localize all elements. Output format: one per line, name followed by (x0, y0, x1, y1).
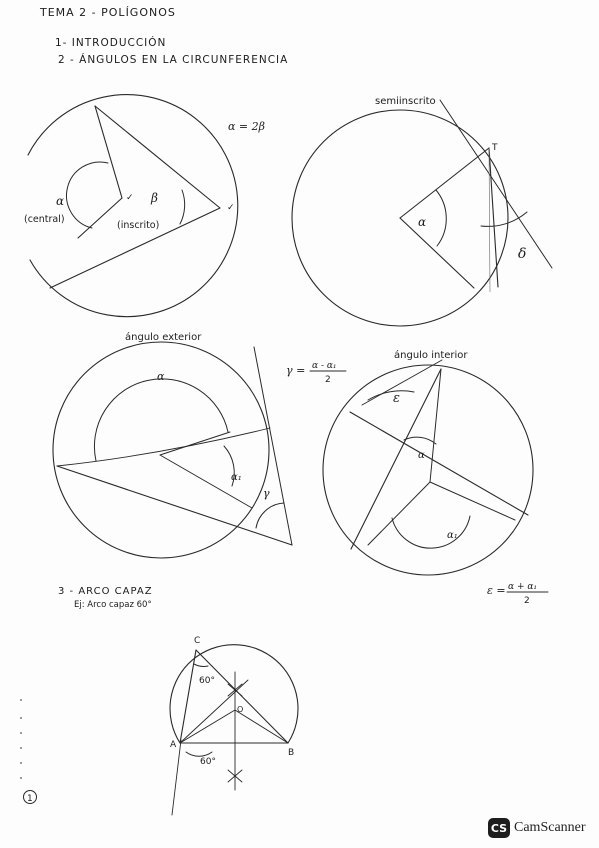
interior-chord-3 (362, 360, 442, 405)
tangent-line (440, 100, 552, 268)
angle-a-label: 60° (200, 757, 216, 767)
camscanner-name: CamScanner (514, 820, 586, 835)
exterior-formula-numerator: α - α₁ (312, 361, 337, 371)
interior-radius-left (368, 482, 430, 545)
angle-c-arc (194, 664, 208, 666)
semi-alpha-label: α (418, 215, 427, 229)
exterior-angle-figure (53, 331, 346, 558)
exterior-alpha1-label: α₁ (231, 472, 242, 483)
exterior-alpha-arc (94, 379, 228, 461)
exterior-title: ángulo exterior (125, 332, 202, 343)
camscanner-watermark (488, 816, 586, 840)
semi-title: semiinscrito (375, 96, 436, 107)
section-3-example: Ej: Arco capaz 60° (74, 600, 152, 610)
beta-label: β (151, 191, 158, 205)
epsilon-arc (368, 391, 414, 400)
central-label: (central) (24, 214, 65, 225)
vertical-construction (172, 740, 181, 815)
tick-mark: T (492, 143, 498, 153)
exterior-formula-lhs: γ = (286, 364, 306, 377)
semi-inscribed-figure (292, 96, 552, 326)
interior-formula-lhs: ε = (487, 584, 506, 597)
interior-alpha1-arc (392, 516, 470, 548)
page-number: 1 (27, 794, 33, 804)
interior-radius-right (430, 482, 515, 520)
interior-alpha1-label: α₁ (447, 530, 458, 541)
margin-dots (20, 699, 22, 779)
arc-capaz-figure (170, 636, 298, 815)
interior-angle-figure (323, 349, 548, 606)
central-angle-arc (67, 162, 108, 228)
interior-alpha-arc (404, 437, 436, 444)
semi-inscribed-arc (481, 212, 527, 226)
exterior-formula-denominator: 2 (325, 375, 331, 385)
check-mark: ✓ (227, 203, 235, 213)
radius-to-chord-end (400, 218, 474, 288)
relation-formula: α = 2β (228, 120, 265, 133)
inscribed-label: (inscrito) (117, 220, 160, 231)
alpha-label: α (56, 194, 65, 208)
angle-c-label: 60° (199, 676, 215, 686)
semi-central-arc (436, 190, 446, 246)
point-a-label: A (170, 740, 177, 750)
circle-4 (323, 365, 533, 575)
camscanner-logo: CS (488, 818, 510, 838)
check-mark-center: ✓ (126, 193, 134, 203)
radius-bottom (78, 198, 122, 238)
angle-a-arc (186, 752, 212, 756)
interior-alpha-label: α (418, 450, 425, 461)
interior-chord-1 (350, 412, 528, 515)
exterior-alpha-label: α (157, 370, 165, 383)
inscribed-angle-arc (180, 190, 185, 224)
gamma-label: γ (263, 487, 270, 500)
interior-title: ángulo interior (394, 350, 468, 361)
epsilon-label: ε (393, 391, 400, 406)
interior-radius-top (430, 369, 441, 482)
capable-arc (170, 645, 298, 743)
gamma-arc (256, 503, 284, 528)
segment-ao (180, 710, 235, 743)
page-title: TEMA 2 - POLÍGONOS (40, 6, 176, 19)
segment-cb (196, 650, 288, 743)
exterior-radius-top (160, 432, 230, 455)
point-o-label: O (237, 705, 244, 714)
interior-formula-numerator: α + α₁ (508, 582, 538, 592)
delta-label: δ (518, 246, 527, 262)
secant-line-upper (57, 428, 270, 466)
point-c-label: C (194, 636, 201, 646)
interior-formula-denominator: 2 (524, 596, 530, 606)
radius-top (95, 106, 122, 198)
segment-ob (235, 710, 288, 743)
point-b-label: B (288, 748, 295, 758)
section-3-heading: 3 - ARCO CAPAZ (58, 586, 153, 597)
section-1-heading: 1- INTRODUCCIÓN (55, 37, 167, 49)
central-inscribed-figure (24, 95, 265, 317)
section-2-heading: 2 - ÁNGULOS EN LA CIRCUNFERENCIA (58, 54, 289, 66)
